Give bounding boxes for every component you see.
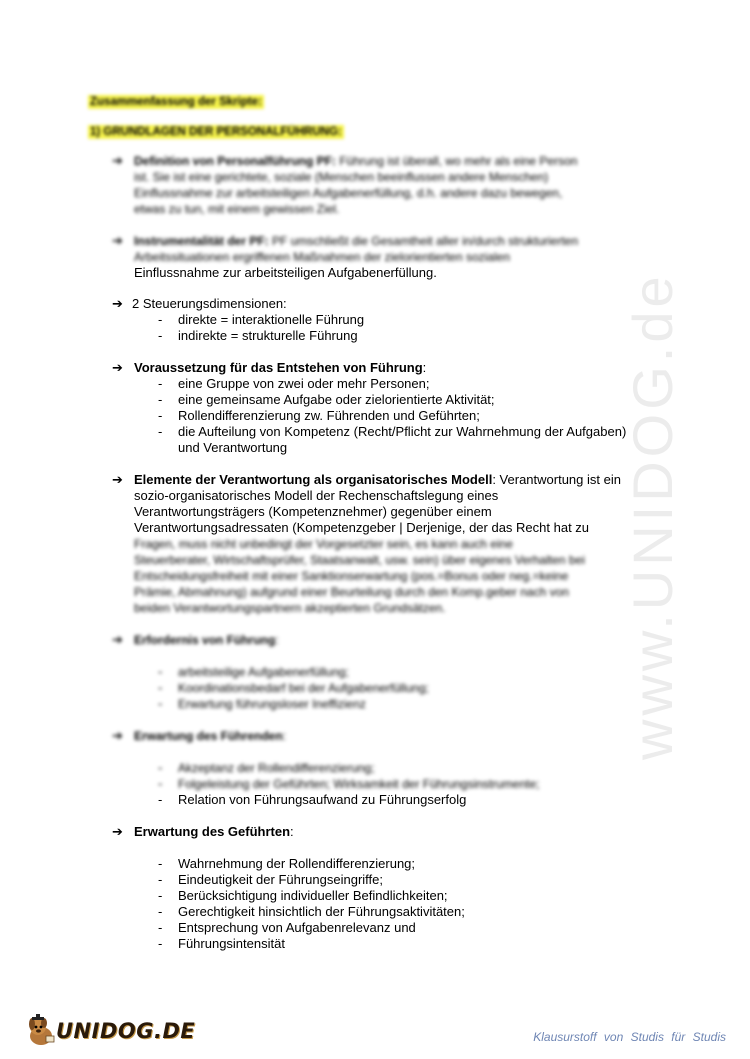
arrow-icon: ➔ xyxy=(112,233,123,248)
arrow-icon: ➔ xyxy=(112,360,123,375)
list-item: Berücksichtigung individueller Befindlichkeiten; xyxy=(178,888,448,903)
document-title: Zusammenfassung der Skripte: xyxy=(90,96,262,108)
instrumentality-line: Instrumentalität der PF: PF umschließt die Gesamtheit aller in/durch strukturierten xyxy=(134,234,579,248)
list-item: Koordinationsbedarf bei der Aufgabenerfüllung; xyxy=(178,681,429,695)
definition-line: Definition von Personalführung PF: Führung ist überall, wo mehr als eine Person xyxy=(134,154,578,168)
responsibility-line: Steuerberater, Wirtschaftsprüfer, Staatsanwalt, usw. sein) über eigenes Verhalten bei xyxy=(134,553,585,567)
definition-line: Einflussnahme zur arbeitsteiligen Aufgabenerfüllung, d.h. andere dazu bewegen, xyxy=(134,186,563,200)
dash-bullet: - xyxy=(158,664,163,679)
list-item: direkte = interaktionelle Führung xyxy=(178,312,365,327)
responsibility-line: Fragen, muss nicht unbedingt der Vorgesetzter sein, es kann auch eine xyxy=(134,537,513,551)
list-item: Akzeptanz der Rollendifferenzierung; xyxy=(178,761,375,775)
instrumentality-line: Arbeitssituationen ergriffenen Maßnahmen der zielorientierten sozialen xyxy=(134,250,510,264)
responsibility-line: Verantwortungsträgers (Kompetenznehmer) gegenüber einem xyxy=(134,504,492,519)
responsibility-line: Prämie, Abmahnung) aufgrund einer Beurteilung durch den Komp.geber nach von xyxy=(134,585,569,599)
dash-bullet: - xyxy=(158,920,163,935)
dash-bullet: - xyxy=(158,680,163,695)
list-item: Entsprechung von Aufgabenrelevanz und xyxy=(178,920,416,935)
dash-bullet: - xyxy=(158,936,163,951)
arrow-icon: ➔ xyxy=(112,296,123,311)
list-item: Rollendifferenzierung zw. Führenden und Geführten; xyxy=(178,408,480,423)
section-heading: 1) GRUNDLAGEN DER PERSONALFÜHRUNG: xyxy=(90,126,342,138)
list-item: Relation von Führungsaufwand zu Führungserfolg xyxy=(178,792,467,807)
definition-line: etwas zu tun, mit einem gewissen Ziel. xyxy=(134,202,340,216)
arrow-icon: ➔ xyxy=(112,824,123,839)
list-item: arbeitsteilige Aufgabenerfüllung; xyxy=(178,665,349,679)
leader-expectation-heading: Erwartung des Führenden: xyxy=(134,729,287,743)
responsibility-line: Elemente der Verantwortung als organisatorisches Modell: Verantwortung ist ein xyxy=(134,472,621,487)
dog-mascot-icon xyxy=(24,1014,58,1048)
follower-expectation-heading: Erwartung des Geführten: xyxy=(134,824,294,839)
dash-bullet: - xyxy=(158,328,163,343)
list-item: indirekte = strukturelle Führung xyxy=(178,328,358,343)
responsibility-line: Entscheidungsfreiheit mit einer Sanktionserwartung (pos.=Bonus oder neg.=keine xyxy=(134,569,569,583)
list-item: die Aufteilung von Kompetenz (Recht/Pflicht zur Wahrnehmung der Aufgaben) xyxy=(178,424,627,439)
dash-bullet: - xyxy=(158,696,163,711)
instrumentality-line: Einflussnahme zur arbeitsteiligen Aufgabenerfüllung. xyxy=(134,265,437,280)
list-item: eine Gruppe von zwei oder mehr Personen; xyxy=(178,376,430,391)
prerequisite-heading: Voraussetzung für das Entstehen von Führung: xyxy=(134,360,427,375)
arrow-icon: ➔ xyxy=(112,472,123,487)
dash-bullet: - xyxy=(158,856,163,871)
dash-bullet: - xyxy=(158,904,163,919)
dash-bullet: - xyxy=(158,408,163,423)
footer-tagline: Klausurstoff von Studis für Studis xyxy=(533,1030,726,1044)
list-item: Erwartung führungsloser Ineffizienz xyxy=(178,697,366,711)
dash-bullet: - xyxy=(158,312,163,327)
list-item: eine gemeinsame Aufgabe oder zielorientierte Aktivität; xyxy=(178,392,495,407)
definition-line: ist. Sie ist eine gerichtete, soziale (Menschen beeinflussen andere Menschen) xyxy=(134,170,549,184)
steering-heading: 2 Steuerungsdimensionen: xyxy=(132,296,287,311)
dash-bullet: - xyxy=(158,888,163,903)
watermark: www.UNIDOG.de xyxy=(621,272,684,760)
dash-bullet: - xyxy=(158,392,163,407)
dash-bullet: - xyxy=(158,376,163,391)
arrow-icon: ➔ xyxy=(112,153,123,168)
logo-text: UNIDOG.DE xyxy=(56,1019,196,1043)
unidog-logo[interactable] xyxy=(24,1014,195,1048)
list-item: Führungsintensität xyxy=(178,936,285,951)
dash-bullet: - xyxy=(158,792,163,807)
arrow-icon: ➔ xyxy=(112,632,123,647)
responsibility-line: beiden Verantwortungspartnern akzeptierten Grundsätzen. xyxy=(134,601,446,615)
list-item: Eindeutigkeit der Führungseingriffe; xyxy=(178,872,383,887)
dash-bullet: - xyxy=(158,776,163,791)
responsibility-line: Verantwortungsadressaten (Kompetenzgeber | Derjenige, der das Recht hat zu xyxy=(134,520,590,535)
dash-bullet: - xyxy=(158,760,163,775)
list-item: Folgeleistung der Geführten; Wirksamkeit der Führungsinstrumente; xyxy=(178,777,540,791)
arrow-icon: ➔ xyxy=(112,728,123,743)
list-item: Wahrnehmung der Rollendifferenzierung; xyxy=(178,856,416,871)
list-item: Gerechtigkeit hinsichtlich der Führungsaktivitäten; xyxy=(178,904,465,919)
requirement-heading: Erfordernis von Führung: xyxy=(134,633,279,647)
dash-bullet: - xyxy=(158,872,163,887)
list-item-continuation: und Verantwortung xyxy=(178,440,288,455)
dash-bullet: - xyxy=(158,424,163,439)
responsibility-line: sozio-organisatorisches Modell der Rechenschaftslegung eines xyxy=(134,488,499,503)
